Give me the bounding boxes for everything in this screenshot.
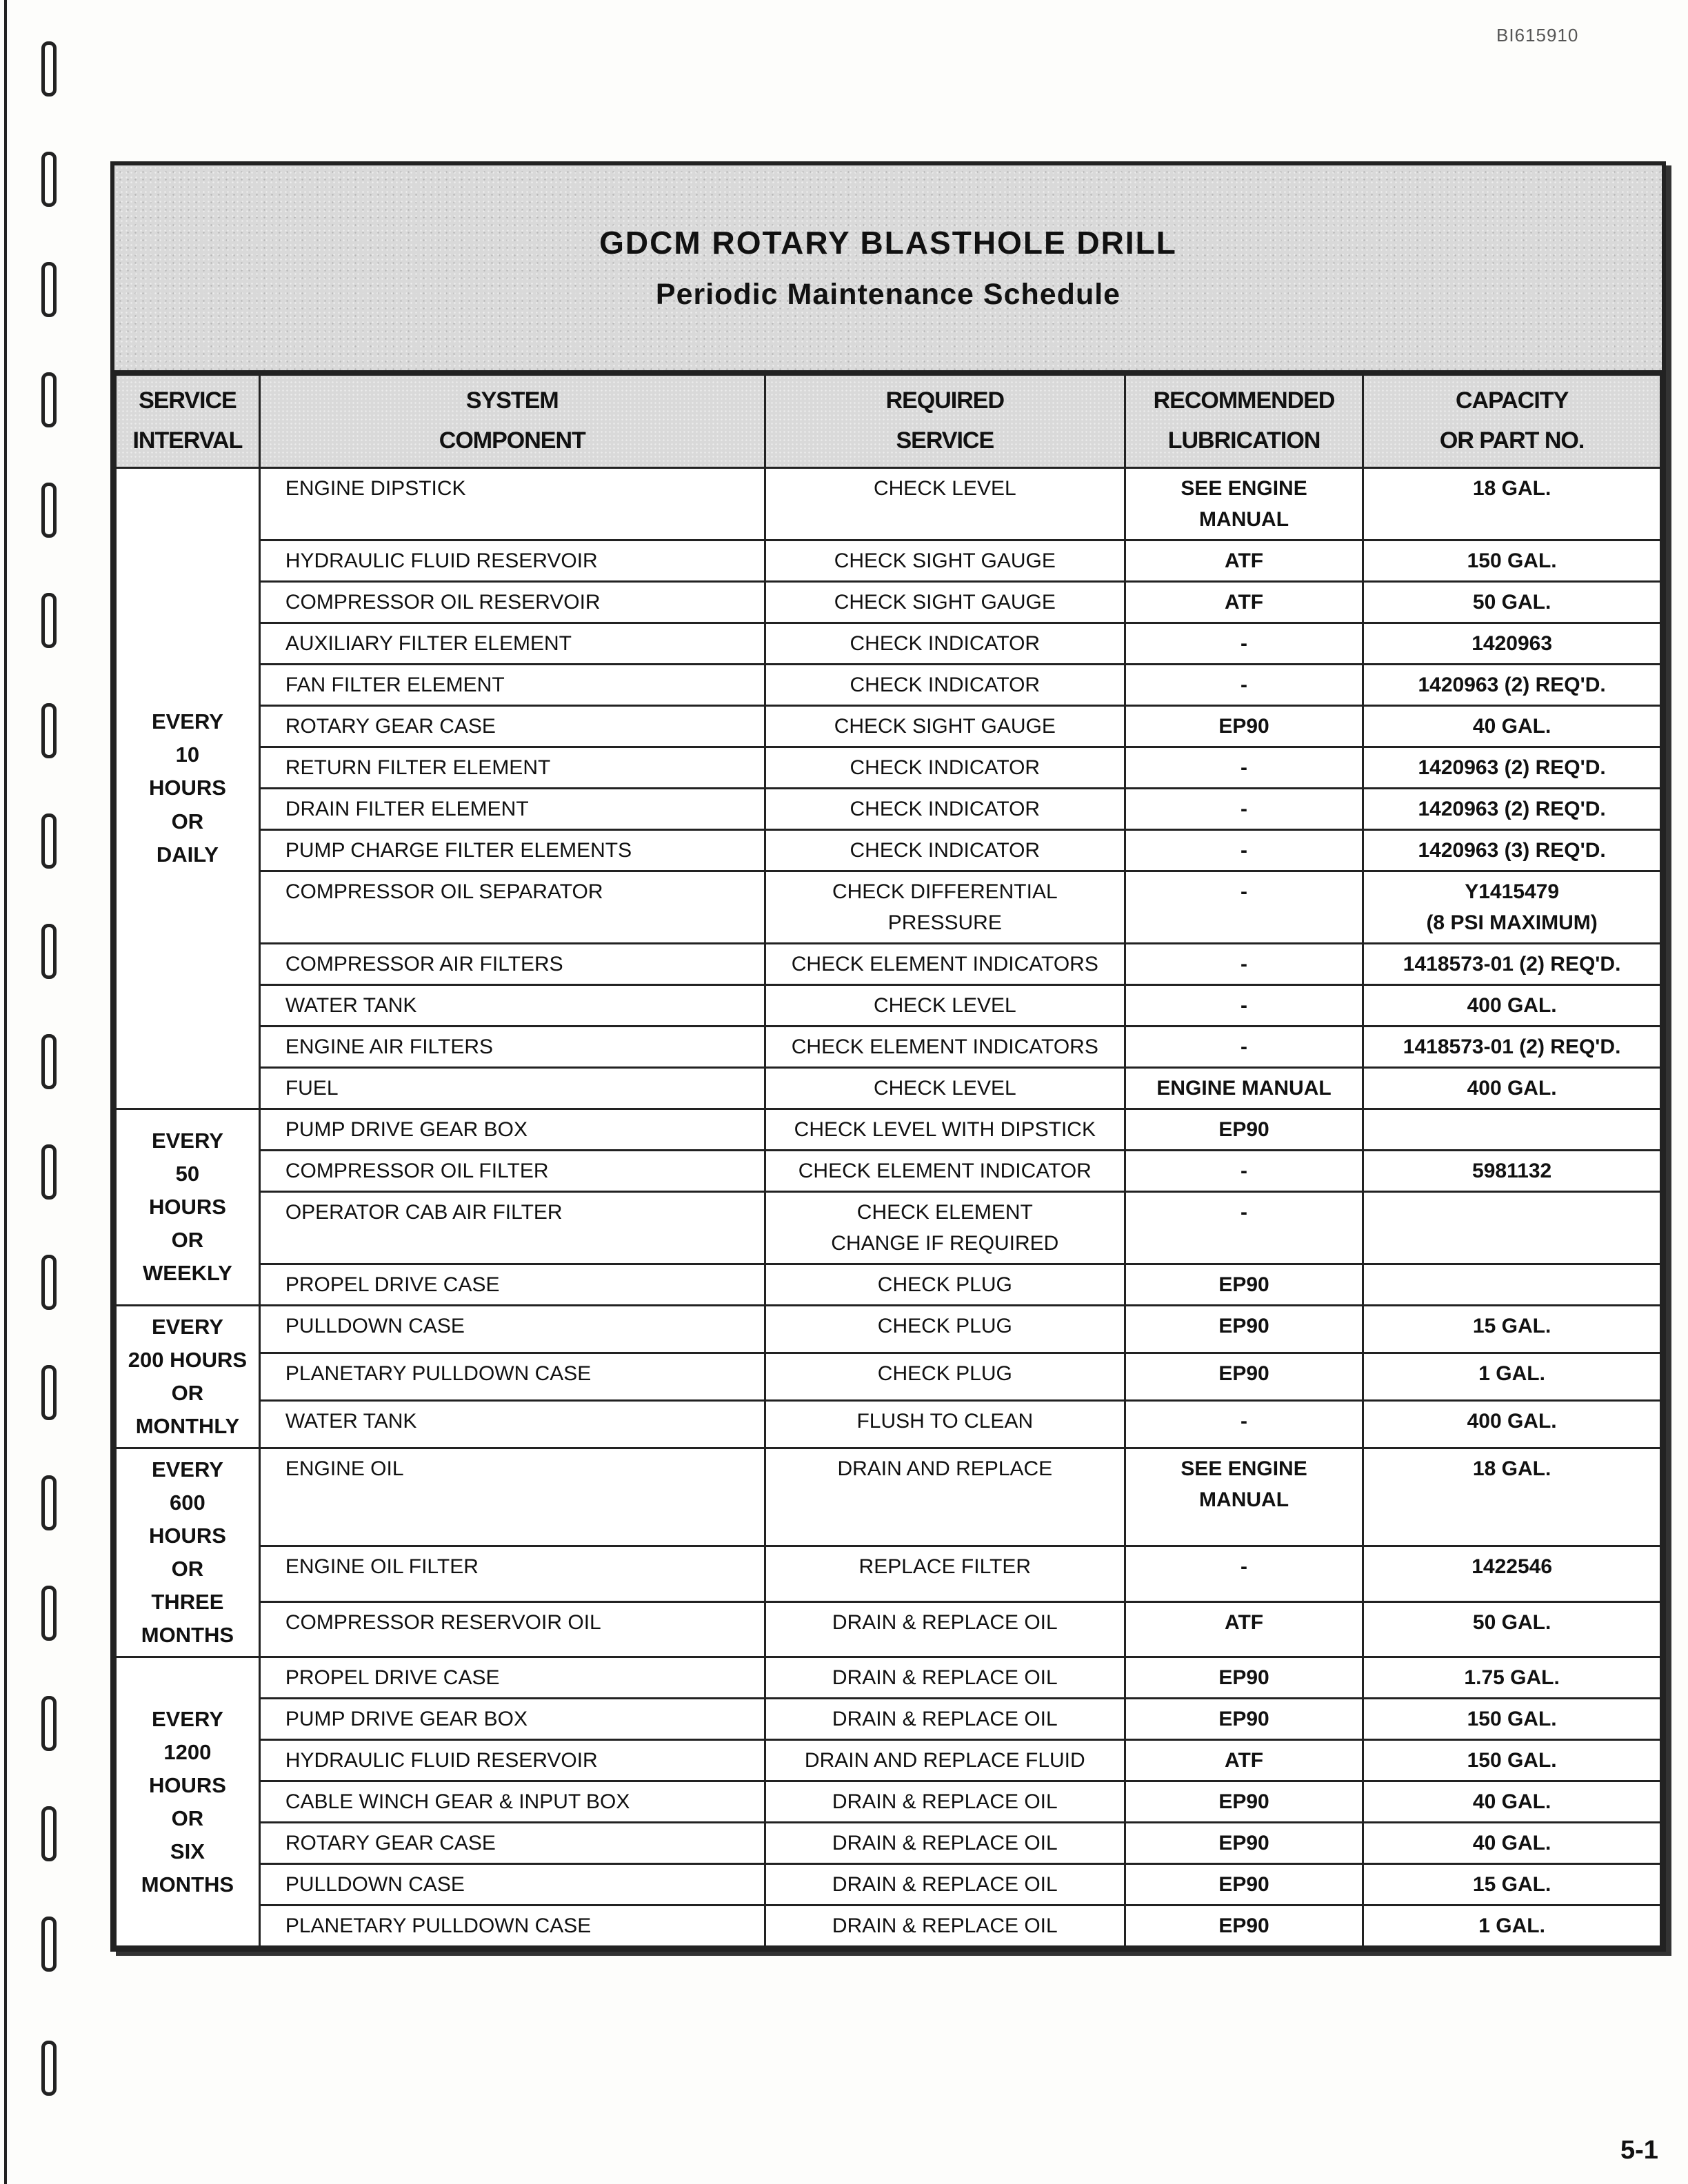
capacity-cell: 1420963 (2) REQ'D.: [1363, 789, 1661, 830]
component-cell: ENGINE OIL: [259, 1448, 765, 1546]
component-cell: COMPRESSOR AIR FILTERS: [259, 944, 765, 985]
lubrication-cell: -: [1125, 1192, 1363, 1264]
capacity-cell: 15 GAL.: [1363, 1864, 1661, 1905]
lubrication-cell: -: [1125, 623, 1363, 665]
service-interval-cell: EVERY 1200 HOURS OR SIX MONTHS: [116, 1657, 260, 1947]
required-service-cell: CHECK INDICATOR: [765, 623, 1125, 665]
component-cell: ROTARY GEAR CASE: [259, 706, 765, 747]
binder-hole: [41, 593, 57, 648]
capacity-cell: 1 GAL.: [1363, 1905, 1661, 1947]
component-cell: WATER TANK: [259, 1401, 765, 1448]
capacity-cell: [1363, 1192, 1661, 1264]
component-cell: WATER TANK: [259, 985, 765, 1027]
header-capacity-part-no: CAPACITY OR PART NO.: [1363, 375, 1661, 468]
table-row: [116, 1740, 1661, 1781]
capacity-cell: 15 GAL.: [1363, 1306, 1661, 1353]
component-cell: AUXILIARY FILTER ELEMENT: [259, 623, 765, 665]
service-interval-cell: EVERY 50 HOURS OR WEEKLY: [116, 1109, 260, 1306]
lubrication-cell: -: [1125, 985, 1363, 1027]
required-service-cell: DRAIN & REPLACE OIL: [765, 1601, 1125, 1657]
component-cell: PLANETARY PULLDOWN CASE: [259, 1905, 765, 1947]
title-banner: [114, 165, 1662, 374]
lubrication-cell: EP90: [1125, 1264, 1363, 1306]
capacity-cell: 400 GAL.: [1363, 1068, 1661, 1109]
lubrication-cell: ATF: [1125, 1740, 1363, 1781]
lubrication-cell: EP90: [1125, 1657, 1363, 1699]
component-cell: PUMP DRIVE GEAR BOX: [259, 1699, 765, 1740]
lubrication-cell: EP90: [1125, 1109, 1363, 1151]
component-cell: PLANETARY PULLDOWN CASE: [259, 1353, 765, 1401]
required-service-cell: CHECK LEVEL: [765, 1068, 1125, 1109]
table-row: [116, 582, 1661, 623]
required-service-cell: CHECK ELEMENT INDICATORS: [765, 1027, 1125, 1068]
component-cell: COMPRESSOR RESERVOIR OIL: [259, 1601, 765, 1657]
capacity-cell: 1420963 (2) REQ'D.: [1363, 747, 1661, 789]
document-id: BI615910: [1496, 25, 1579, 46]
capacity-cell: 400 GAL.: [1363, 985, 1661, 1027]
table-row: [116, 540, 1661, 582]
capacity-cell: 40 GAL.: [1363, 1823, 1661, 1864]
required-service-cell: DRAIN & REPLACE OIL: [765, 1905, 1125, 1947]
table-row: [116, 789, 1661, 830]
component-cell: COMPRESSOR OIL SEPARATOR: [259, 871, 765, 944]
table-row: [116, 623, 1661, 665]
lubrication-cell: EP90: [1125, 1781, 1363, 1823]
required-service-cell: CHECK LEVEL WITH DIPSTICK: [765, 1109, 1125, 1151]
component-cell: COMPRESSOR OIL FILTER: [259, 1151, 765, 1192]
header-recommended-lubrication: RECOMMENDED LUBRICATION: [1125, 375, 1363, 468]
capacity-cell: 1418573-01 (2) REQ'D.: [1363, 944, 1661, 985]
component-cell: PUMP DRIVE GEAR BOX: [259, 1109, 765, 1151]
required-service-cell: DRAIN & REPLACE OIL: [765, 1864, 1125, 1905]
capacity-cell: 1420963 (3) REQ'D.: [1363, 830, 1661, 871]
required-service-cell: CHECK PLUG: [765, 1306, 1125, 1353]
binder-hole: [41, 924, 57, 979]
table-row: [116, 985, 1661, 1027]
binder-hole: [41, 1696, 57, 1751]
capacity-cell: 18 GAL.: [1363, 468, 1661, 540]
binder-hole: [41, 262, 57, 317]
required-service-cell: CHECK LEVEL: [765, 468, 1125, 540]
component-cell: HYDRAULIC FLUID RESERVOIR: [259, 1740, 765, 1781]
required-service-cell: CHECK DIFFERENTIAL PRESSURE: [765, 871, 1125, 944]
service-interval-cell: EVERY 200 HOURS OR MONTHLY: [116, 1306, 260, 1448]
lubrication-cell: EP90: [1125, 1905, 1363, 1947]
document-title: GDCM ROTARY BLASTHOLE DRILL: [599, 225, 1177, 261]
capacity-cell: 400 GAL.: [1363, 1401, 1661, 1448]
table-body: [116, 468, 1661, 1947]
table-row: [116, 1192, 1661, 1264]
binder-hole: [41, 2041, 57, 2096]
required-service-cell: DRAIN & REPLACE OIL: [765, 1781, 1125, 1823]
required-service-cell: DRAIN AND REPLACE: [765, 1448, 1125, 1546]
lubrication-cell: -: [1125, 747, 1363, 789]
component-cell: FUEL: [259, 1068, 765, 1109]
capacity-cell: 1420963: [1363, 623, 1661, 665]
required-service-cell: CHECK SIGHT GAUGE: [765, 540, 1125, 582]
table-header-row: [116, 375, 1661, 468]
lubrication-cell: EP90: [1125, 1823, 1363, 1864]
lubrication-cell: EP90: [1125, 1699, 1363, 1740]
required-service-cell: CHECK ELEMENT CHANGE IF REQUIRED: [765, 1192, 1125, 1264]
component-cell: ENGINE AIR FILTERS: [259, 1027, 765, 1068]
table-row: [116, 1151, 1661, 1192]
capacity-cell: 40 GAL.: [1363, 706, 1661, 747]
required-service-cell: CHECK SIGHT GAUGE: [765, 582, 1125, 623]
table-row: [116, 1027, 1661, 1068]
capacity-cell: [1363, 1264, 1661, 1306]
lubrication-cell: -: [1125, 1546, 1363, 1601]
component-cell: FAN FILTER ELEMENT: [259, 665, 765, 706]
table-row: [116, 1264, 1661, 1306]
component-cell: PROPEL DRIVE CASE: [259, 1264, 765, 1306]
table-row: [116, 1448, 1661, 1546]
capacity-cell: 50 GAL.: [1363, 582, 1661, 623]
required-service-cell: DRAIN AND REPLACE FLUID: [765, 1740, 1125, 1781]
component-cell: DRAIN FILTER ELEMENT: [259, 789, 765, 830]
component-cell: PROPEL DRIVE CASE: [259, 1657, 765, 1699]
table-row: [116, 871, 1661, 944]
component-cell: PULLDOWN CASE: [259, 1864, 765, 1905]
component-cell: ENGINE OIL FILTER: [259, 1546, 765, 1601]
lubrication-cell: EP90: [1125, 1864, 1363, 1905]
table-row: [116, 1823, 1661, 1864]
capacity-cell: 150 GAL.: [1363, 1740, 1661, 1781]
required-service-cell: CHECK INDICATOR: [765, 789, 1125, 830]
component-cell: COMPRESSOR OIL RESERVOIR: [259, 582, 765, 623]
capacity-cell: 5981132: [1363, 1151, 1661, 1192]
lubrication-cell: -: [1125, 1401, 1363, 1448]
lubrication-cell: EP90: [1125, 1353, 1363, 1401]
table-row: [116, 1401, 1661, 1448]
binder-hole: [41, 1144, 57, 1200]
required-service-cell: CHECK PLUG: [765, 1264, 1125, 1306]
capacity-cell: [1363, 1109, 1661, 1151]
lubrication-cell: EP90: [1125, 706, 1363, 747]
required-service-cell: CHECK SIGHT GAUGE: [765, 706, 1125, 747]
binder-hole: [41, 1806, 57, 1861]
capacity-cell: 1422546: [1363, 1546, 1661, 1601]
lubrication-cell: -: [1125, 789, 1363, 830]
capacity-cell: 1 GAL.: [1363, 1353, 1661, 1401]
required-service-cell: CHECK LEVEL: [765, 985, 1125, 1027]
binder-hole: [41, 372, 57, 427]
page-number: 5-1: [1620, 2136, 1658, 2165]
table-row: [116, 1306, 1661, 1353]
lubrication-cell: -: [1125, 665, 1363, 706]
binder-hole: [41, 152, 57, 207]
capacity-cell: 18 GAL.: [1363, 1448, 1661, 1546]
header-service-interval: SERVICE INTERVAL: [116, 375, 260, 468]
capacity-cell: 1.75 GAL.: [1363, 1657, 1661, 1699]
service-interval-cell: EVERY 600 HOURS OR THREE MONTHS: [116, 1448, 260, 1657]
table-row: [116, 1905, 1661, 1947]
component-cell: PUMP CHARGE FILTER ELEMENTS: [259, 830, 765, 871]
lubrication-cell: -: [1125, 830, 1363, 871]
required-service-cell: REPLACE FILTER: [765, 1546, 1125, 1601]
table-row: [116, 1601, 1661, 1657]
capacity-cell: 50 GAL.: [1363, 1601, 1661, 1657]
required-service-cell: DRAIN & REPLACE OIL: [765, 1699, 1125, 1740]
lubrication-cell: EP90: [1125, 1306, 1363, 1353]
lubrication-cell: ATF: [1125, 1601, 1363, 1657]
lubrication-cell: SEE ENGINE MANUAL: [1125, 468, 1363, 540]
table-row: [116, 1068, 1661, 1109]
maintenance-schedule-frame: [110, 161, 1666, 1952]
lubrication-cell: SEE ENGINE MANUAL: [1125, 1448, 1363, 1546]
required-service-cell: CHECK ELEMENT INDICATORS: [765, 944, 1125, 985]
header-required-service: REQUIRED SERVICE: [765, 375, 1125, 468]
binder-hole: [41, 813, 57, 869]
binder-hole: [41, 703, 57, 758]
lubrication-cell: -: [1125, 1027, 1363, 1068]
table-row: [116, 944, 1661, 985]
component-cell: CABLE WINCH GEAR & INPUT BOX: [259, 1781, 765, 1823]
required-service-cell: FLUSH TO CLEAN: [765, 1401, 1125, 1448]
binder-hole: [41, 1475, 57, 1530]
capacity-cell: 150 GAL.: [1363, 540, 1661, 582]
lubrication-cell: ATF: [1125, 540, 1363, 582]
capacity-cell: Y1415479 (8 PSI MAXIMUM): [1363, 871, 1661, 944]
table-row: [116, 1109, 1661, 1151]
required-service-cell: CHECK PLUG: [765, 1353, 1125, 1401]
required-service-cell: DRAIN & REPLACE OIL: [765, 1657, 1125, 1699]
lubrication-cell: ENGINE MANUAL: [1125, 1068, 1363, 1109]
required-service-cell: CHECK INDICATOR: [765, 665, 1125, 706]
table-row: [116, 1353, 1661, 1401]
required-service-cell: CHECK ELEMENT INDICATOR: [765, 1151, 1125, 1192]
lubrication-cell: -: [1125, 1151, 1363, 1192]
capacity-cell: 1420963 (2) REQ'D.: [1363, 665, 1661, 706]
binder-hole: [41, 41, 57, 97]
lubrication-cell: ATF: [1125, 582, 1363, 623]
table-row: [116, 1781, 1661, 1823]
required-service-cell: DRAIN & REPLACE OIL: [765, 1823, 1125, 1864]
binder-hole: [41, 1586, 57, 1641]
table-row: [116, 1864, 1661, 1905]
table-row: [116, 665, 1661, 706]
lubrication-cell: -: [1125, 944, 1363, 985]
component-cell: RETURN FILTER ELEMENT: [259, 747, 765, 789]
component-cell: OPERATOR CAB AIR FILTER: [259, 1192, 765, 1264]
table-row: [116, 468, 1661, 540]
component-cell: ROTARY GEAR CASE: [259, 1823, 765, 1864]
binder-hole: [41, 1034, 57, 1089]
component-cell: PULLDOWN CASE: [259, 1306, 765, 1353]
table-row: [116, 1657, 1661, 1699]
binder-hole: [41, 483, 57, 538]
binder-edge-line: [4, 0, 7, 2184]
maintenance-table: [114, 374, 1662, 1948]
table-row: [116, 706, 1661, 747]
capacity-cell: 40 GAL.: [1363, 1781, 1661, 1823]
service-interval-cell: EVERY 10 HOURS OR DAILY: [116, 468, 260, 1109]
binder-hole: [41, 1917, 57, 1972]
required-service-cell: CHECK INDICATOR: [765, 747, 1125, 789]
table-row: [116, 1699, 1661, 1740]
table-row: [116, 1546, 1661, 1601]
required-service-cell: CHECK INDICATOR: [765, 830, 1125, 871]
document-subtitle: Periodic Maintenance Schedule: [655, 278, 1121, 311]
component-cell: HYDRAULIC FLUID RESERVOIR: [259, 540, 765, 582]
table-row: [116, 747, 1661, 789]
lubrication-cell: -: [1125, 871, 1363, 944]
capacity-cell: 150 GAL.: [1363, 1699, 1661, 1740]
binder-hole: [41, 1365, 57, 1420]
header-system-component: SYSTEM COMPONENT: [259, 375, 765, 468]
capacity-cell: 1418573-01 (2) REQ'D.: [1363, 1027, 1661, 1068]
table-row: [116, 830, 1661, 871]
binder-hole: [41, 1255, 57, 1310]
component-cell: ENGINE DIPSTICK: [259, 468, 765, 540]
